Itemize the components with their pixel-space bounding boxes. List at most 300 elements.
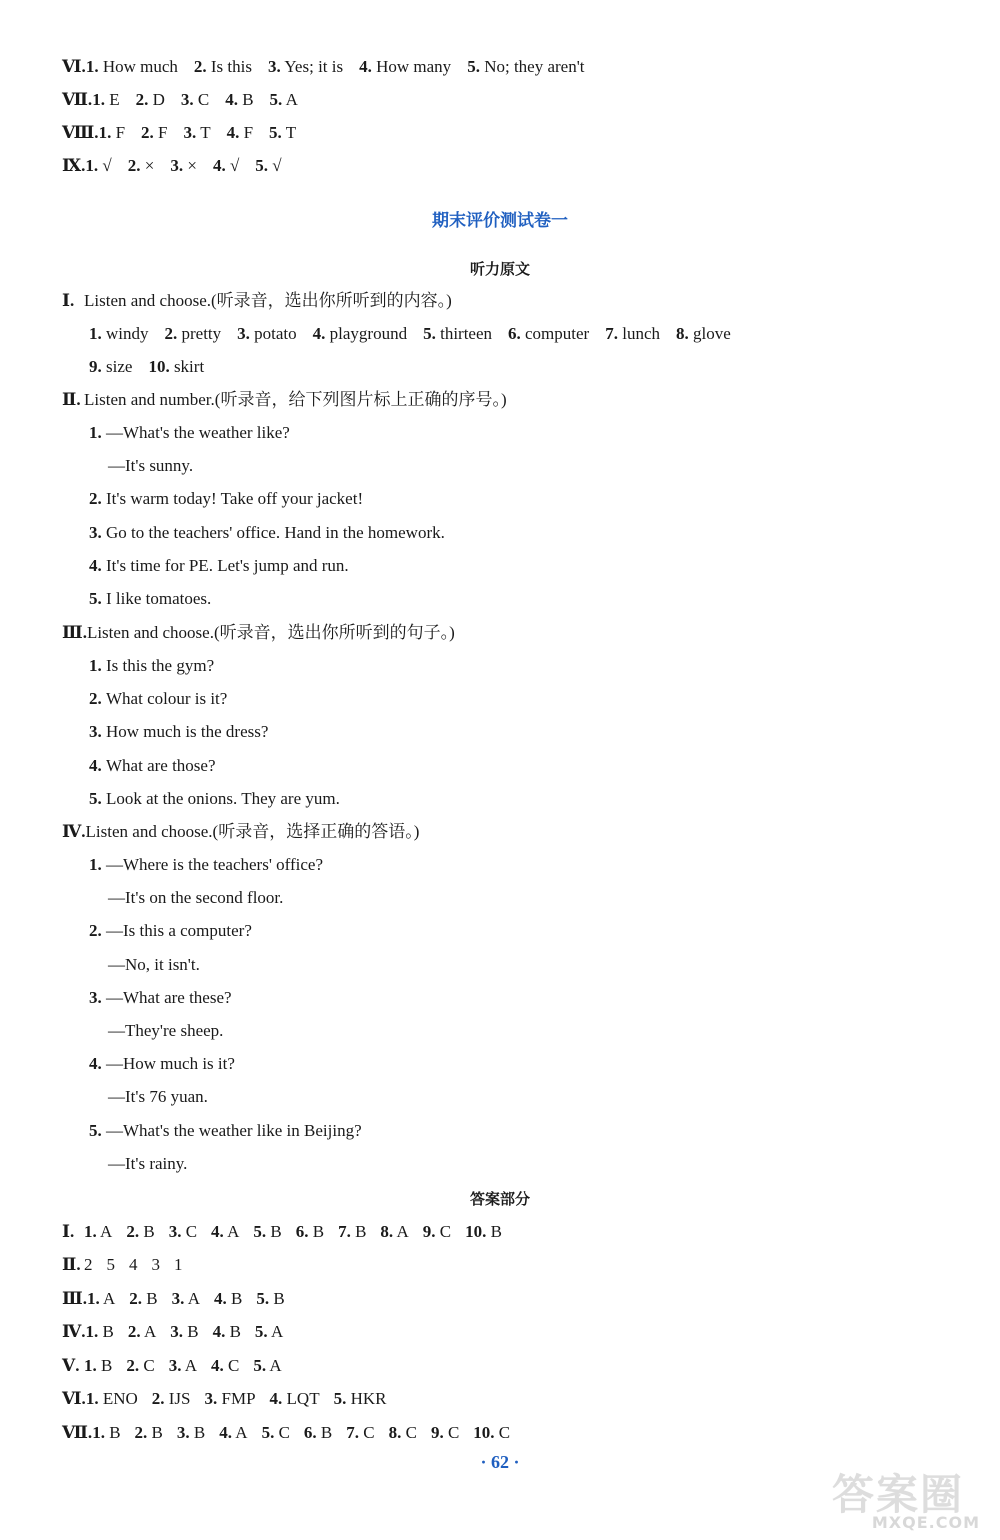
text-line <box>89 688 227 710</box>
answer-item <box>177 1422 205 1444</box>
item-number: 2. <box>141 123 154 142</box>
answer-item <box>84 1355 112 1377</box>
line-number: 3. <box>89 722 106 742</box>
answer-item <box>219 1422 247 1444</box>
item-number: 9. <box>89 357 102 376</box>
answer-item <box>174 1254 183 1276</box>
page-number: · 62 · <box>480 1452 520 1472</box>
roman-numeral: Ⅱ. <box>62 390 81 409</box>
item-number: 4. <box>219 1423 232 1442</box>
answer-item <box>92 89 119 111</box>
line-number: 3. <box>89 522 106 542</box>
text-line <box>89 1120 362 1142</box>
answer-row <box>62 89 314 111</box>
answer-item <box>152 1388 191 1410</box>
item-number: 4. <box>212 156 226 175</box>
section-instruction: Listen and choose.(听录音，选出你所听到的内容。) <box>84 291 452 310</box>
item-number: 2. <box>126 1356 140 1375</box>
text-line <box>89 555 349 577</box>
item-value: glove <box>688 324 731 343</box>
line-text: —What's the weather like? <box>106 423 290 442</box>
item-value: pretty <box>177 324 222 343</box>
item-value: IJS <box>164 1389 191 1408</box>
line-text: Look at the onions. They are yum. <box>106 788 340 808</box>
answer-item <box>313 323 407 345</box>
watermark-text: 答案圈 <box>832 1470 965 1519</box>
answer-row <box>62 1221 516 1243</box>
item-value: T <box>196 123 211 142</box>
answer-item <box>473 1422 510 1444</box>
item-value: 5 <box>106 1255 115 1274</box>
item-value: How many <box>371 57 452 76</box>
item-number: 4. <box>211 1222 224 1241</box>
item-value: B <box>316 1423 333 1442</box>
answer-item <box>268 56 343 78</box>
item-number: 5. <box>467 57 480 76</box>
answer-row <box>62 56 601 78</box>
answer-item <box>136 89 165 111</box>
answer-item <box>676 323 731 345</box>
text-line <box>89 854 323 876</box>
line-text: —No, it isn't. <box>108 954 200 974</box>
item-value: B <box>308 1222 325 1241</box>
item-value: computer <box>520 324 590 343</box>
line-text: Is this the gym? <box>106 656 215 675</box>
item-number: 4. <box>226 123 240 142</box>
item-value: B <box>96 1356 113 1375</box>
line-text: —Is this a computer? <box>106 921 252 941</box>
item-value: 3 <box>151 1255 160 1274</box>
item-value: C <box>193 90 210 109</box>
item-number: 2. <box>135 90 149 109</box>
answer-item <box>214 1288 242 1310</box>
line-text: —Where is the teachers' office? <box>106 855 324 874</box>
answer-row <box>62 1355 296 1377</box>
item-number: 3. <box>170 156 184 175</box>
item-value: B <box>139 1222 155 1241</box>
item-number: 2. <box>126 1222 140 1241</box>
item-number: 1. <box>85 1322 99 1341</box>
line-text: —They're sheep. <box>108 1021 224 1040</box>
text-line <box>89 721 268 743</box>
item-number: 7. <box>346 1423 359 1442</box>
roman-numeral: Ⅲ. <box>62 1289 87 1308</box>
watermark-logo <box>832 1462 982 1532</box>
roman-numeral: Ⅶ. <box>62 90 93 109</box>
line-number: 4. <box>89 1054 106 1074</box>
item-number: 7. <box>605 324 618 343</box>
answer-row <box>62 1388 400 1410</box>
line-number: 4. <box>89 755 106 775</box>
line-number: 1. <box>89 423 106 442</box>
answer-row <box>62 1254 197 1276</box>
item-number: 1. <box>92 90 105 109</box>
item-value: √ <box>98 156 112 175</box>
item-value: × <box>140 156 155 175</box>
answer-item <box>84 1221 112 1243</box>
item-value: B <box>486 1222 502 1241</box>
answer-item <box>213 155 239 177</box>
text-line <box>108 455 193 477</box>
item-value: A <box>140 1322 157 1341</box>
answer-row <box>62 1321 297 1343</box>
answer-item <box>169 1221 197 1243</box>
text-line <box>89 422 290 444</box>
answer-item <box>269 122 296 144</box>
item-value: C <box>359 1423 375 1442</box>
item-value: C <box>139 1356 155 1375</box>
line-text: I like tomatoes. <box>106 589 212 608</box>
item-number: 10. <box>473 1423 495 1442</box>
item-number: 2. <box>151 1389 165 1408</box>
item-number: 1. <box>85 57 99 76</box>
answer-item <box>107 1254 116 1276</box>
answer-item <box>359 56 451 78</box>
item-value: F <box>153 123 168 142</box>
roman-numeral: Ⅴ. <box>62 1356 80 1375</box>
item-value: F <box>239 123 254 142</box>
answer-item <box>129 1254 138 1276</box>
item-value: LQT <box>282 1389 320 1408</box>
item-number: 4. <box>211 1356 224 1375</box>
answer-item <box>211 1221 239 1243</box>
item-number: 3. <box>171 1289 185 1308</box>
roman-numeral: Ⅰ. <box>62 1222 75 1241</box>
item-number: 3. <box>168 1356 182 1375</box>
answer-item <box>84 1254 93 1276</box>
item-value: lunch <box>617 324 660 343</box>
line-text: What colour is it? <box>106 689 228 709</box>
line-number: 1. <box>89 855 106 874</box>
section-instruction: Listen and choose.(听录音，选择正确的答语。) <box>85 822 420 841</box>
item-value: C <box>401 1423 417 1442</box>
item-value: A <box>282 90 298 109</box>
word-row <box>89 356 220 378</box>
item-number: 6. <box>508 324 521 343</box>
item-value: Yes; it is <box>280 57 344 76</box>
answer-item <box>338 1221 366 1243</box>
line-number: 1. <box>89 656 106 675</box>
item-number: 5. <box>253 1222 267 1241</box>
item-value: E <box>104 90 120 109</box>
answer-item <box>86 1321 114 1343</box>
answer-item <box>346 1422 374 1444</box>
answer-item <box>128 155 155 177</box>
answer-item <box>99 122 125 144</box>
section-instruction: Listen and choose.(听录音，选出你所听到的句子。) <box>86 623 455 642</box>
item-value: windy <box>101 324 149 343</box>
item-number: 2. <box>127 156 141 175</box>
answer-item <box>605 323 660 345</box>
line-number: 5. <box>89 589 106 608</box>
item-value: F <box>111 123 126 142</box>
line-text: —It's 76 yuan. <box>108 1087 208 1107</box>
listening-title: 听力原文 <box>469 260 530 278</box>
item-value: B <box>269 1289 285 1308</box>
item-number: 10. <box>465 1222 487 1241</box>
item-value: 4 <box>129 1255 138 1274</box>
answer-item <box>255 155 281 177</box>
answer-item <box>431 1422 459 1444</box>
answer-item <box>128 1321 156 1343</box>
line-text: It's time for PE. Let's jump and run. <box>106 555 349 575</box>
line-number: 2. <box>89 921 106 941</box>
section-header <box>62 821 419 843</box>
answer-item <box>169 1355 197 1377</box>
item-number: 1. <box>84 1222 97 1241</box>
item-value: B <box>226 1289 243 1308</box>
text-line <box>89 987 232 1009</box>
item-number: 1. <box>84 1356 97 1375</box>
item-value: A <box>393 1222 409 1241</box>
answer-item <box>205 1388 256 1410</box>
item-value: FMP <box>217 1389 256 1408</box>
item-number: 4. <box>269 1389 283 1408</box>
text-line <box>108 887 283 909</box>
answer-item <box>141 122 167 144</box>
item-value: √ <box>225 156 240 175</box>
answer-item <box>237 323 297 345</box>
item-number: 3. <box>237 324 250 343</box>
line-text: Go to the teachers' office. Hand in the homework. <box>106 522 445 542</box>
item-number: 8. <box>380 1222 394 1241</box>
item-value: C <box>274 1423 290 1442</box>
item-number: 1. <box>98 123 112 142</box>
line-text: —How much is it? <box>106 1054 235 1074</box>
item-value: HKR <box>346 1389 387 1408</box>
answer-item <box>380 1221 408 1243</box>
line-text: —It's sunny. <box>108 456 194 476</box>
section-instruction: Listen and number.(听录音，给下列图片标上正确的序号。) <box>84 390 507 409</box>
roman-numeral: Ⅲ. <box>62 623 87 642</box>
item-number: 5. <box>333 1389 347 1408</box>
answer-item <box>270 1388 320 1410</box>
answer-item <box>423 1221 451 1243</box>
text-line <box>89 488 363 510</box>
answer-row <box>62 1422 524 1444</box>
line-text: What are those? <box>106 755 216 775</box>
item-value: A <box>184 1289 200 1308</box>
line-number: 2. <box>89 689 106 709</box>
text-line <box>89 920 252 942</box>
roman-numeral: Ⅶ. <box>62 1423 93 1442</box>
answer-item <box>262 1422 290 1444</box>
text-line <box>108 1086 208 1108</box>
item-value: C <box>223 1356 240 1375</box>
section-title: 期末评价测试卷一 <box>432 211 568 231</box>
item-number: 3. <box>183 123 197 142</box>
item-number: 4. <box>225 90 238 109</box>
item-number: 5. <box>269 90 283 109</box>
section-header <box>62 389 507 411</box>
item-value: C <box>494 1423 511 1442</box>
answer-item <box>129 1288 157 1310</box>
answer-item <box>126 1355 154 1377</box>
line-number: 4. <box>89 555 106 575</box>
answer-item <box>194 56 252 78</box>
answer-item <box>148 356 204 378</box>
item-value: playground <box>325 324 408 343</box>
answer-item <box>423 323 492 345</box>
item-value: A <box>266 1356 282 1375</box>
line-text: It's warm today! Take off your jacket! <box>106 489 364 509</box>
item-value: potato <box>249 324 297 343</box>
answer-item <box>467 56 584 78</box>
item-number: 3. <box>168 1222 182 1241</box>
answer-item <box>296 1221 324 1243</box>
answer-item <box>126 1221 154 1243</box>
roman-numeral: Ⅵ. <box>62 1389 86 1408</box>
answers-title: 答案部分 <box>469 1190 530 1208</box>
answer-row <box>62 122 312 144</box>
item-value: √ <box>268 156 282 175</box>
item-value: C <box>181 1222 198 1241</box>
answer-item <box>86 1388 138 1410</box>
item-value: B <box>104 1423 121 1442</box>
item-value: B <box>142 1289 158 1308</box>
item-value: B <box>147 1423 163 1442</box>
item-number: 6. <box>295 1222 309 1241</box>
item-value: A <box>96 1222 113 1241</box>
answer-item <box>465 1221 502 1243</box>
roman-numeral: Ⅷ. <box>62 123 99 142</box>
line-text: —What's the weather like in Beijing? <box>106 1120 362 1140</box>
item-number: 4. <box>359 57 372 76</box>
item-number: 5. <box>253 1356 267 1375</box>
item-number: 8. <box>676 324 689 343</box>
answer-item <box>213 1321 241 1343</box>
line-text: —What are these? <box>106 987 232 1007</box>
item-number: 7. <box>338 1222 351 1241</box>
item-number: 5. <box>269 123 282 142</box>
item-number: 2. <box>193 57 207 76</box>
answer-item <box>152 1254 161 1276</box>
item-number: 8. <box>388 1423 402 1442</box>
text-line <box>89 522 445 544</box>
item-number: 10. <box>148 357 170 376</box>
item-number: 1. <box>89 324 102 343</box>
item-number: 1. <box>92 1423 105 1442</box>
line-number: 5. <box>89 788 106 808</box>
item-number: 5. <box>261 1423 275 1442</box>
item-value: B <box>182 1322 199 1341</box>
item-number: 3. <box>204 1389 218 1408</box>
section-header <box>62 622 455 644</box>
answer-item <box>270 89 298 111</box>
roman-numeral: Ⅸ. <box>62 156 86 175</box>
item-number: 1. <box>85 1389 99 1408</box>
item-number: 1. <box>85 156 99 175</box>
item-value: B <box>266 1222 282 1241</box>
item-value: B <box>237 90 254 109</box>
answer-item <box>304 1422 332 1444</box>
text-line <box>108 954 200 976</box>
item-value: B <box>189 1423 206 1442</box>
answer-item <box>85 155 111 177</box>
answer-item <box>89 323 149 345</box>
roman-numeral: Ⅵ. <box>62 57 86 76</box>
text-line <box>108 1153 187 1175</box>
text-line <box>89 588 211 610</box>
answer-row <box>62 155 298 177</box>
roman-numeral: Ⅳ. <box>62 822 86 841</box>
answer-item <box>89 356 132 378</box>
item-number: 2. <box>134 1423 148 1442</box>
line-number: 5. <box>89 1120 106 1140</box>
line-text: —It's on the second floor. <box>108 888 284 908</box>
answer-item <box>135 1422 163 1444</box>
item-value: 2 <box>84 1255 93 1274</box>
item-value: skirt <box>169 357 205 376</box>
answer-item <box>86 56 178 78</box>
answer-item <box>253 1221 281 1243</box>
line-number: 2. <box>89 489 106 509</box>
answer-item <box>165 323 222 345</box>
item-value: T <box>281 123 297 142</box>
answer-item <box>87 1288 115 1310</box>
item-number: 4. <box>212 1322 226 1341</box>
answer-item <box>256 1288 284 1310</box>
item-number: 9. <box>422 1222 436 1241</box>
line-text: How much is the dress? <box>106 722 269 742</box>
item-number: 2. <box>164 324 178 343</box>
text-line <box>89 1053 235 1075</box>
answer-item <box>227 122 253 144</box>
item-number: 5. <box>423 324 436 343</box>
item-value: C <box>435 1222 452 1241</box>
answer-item <box>334 1388 387 1410</box>
answer-item <box>225 89 253 111</box>
item-number: 2. <box>129 1289 143 1308</box>
word-row <box>89 323 747 345</box>
text-line <box>89 655 214 677</box>
line-number: 3. <box>89 987 106 1007</box>
item-value: × <box>183 156 197 175</box>
text-line <box>89 788 340 810</box>
item-number: 9. <box>430 1423 444 1442</box>
roman-numeral: Ⅰ. <box>62 291 75 310</box>
item-value: B <box>350 1222 367 1241</box>
item-value: 1 <box>174 1255 183 1274</box>
answer-item <box>255 1321 283 1343</box>
item-value: Is this <box>206 57 252 76</box>
answer-item <box>181 89 209 111</box>
item-number: 5. <box>256 1289 270 1308</box>
answer-item <box>170 1321 198 1343</box>
item-number: 4. <box>312 324 326 343</box>
item-number: 4. <box>213 1289 227 1308</box>
item-value: C <box>443 1423 460 1442</box>
section-header <box>62 290 452 312</box>
item-value: How much <box>98 57 178 76</box>
item-value: A <box>99 1289 116 1308</box>
item-number: 3. <box>267 57 281 76</box>
item-value: A <box>181 1356 198 1375</box>
item-number: 5. <box>255 156 269 175</box>
item-value: A <box>267 1322 284 1341</box>
item-number: 5. <box>254 1322 268 1341</box>
item-value: B <box>225 1322 241 1341</box>
answer-item <box>389 1422 417 1444</box>
item-number: 2. <box>127 1322 141 1341</box>
roman-numeral: Ⅳ. <box>62 1322 86 1341</box>
answer-item <box>253 1355 281 1377</box>
watermark-url: MXQE.COM <box>871 1513 980 1532</box>
roman-numeral: Ⅱ. <box>62 1255 81 1274</box>
text-line <box>89 755 216 777</box>
item-value: A <box>231 1423 248 1442</box>
answer-row <box>62 1288 299 1310</box>
